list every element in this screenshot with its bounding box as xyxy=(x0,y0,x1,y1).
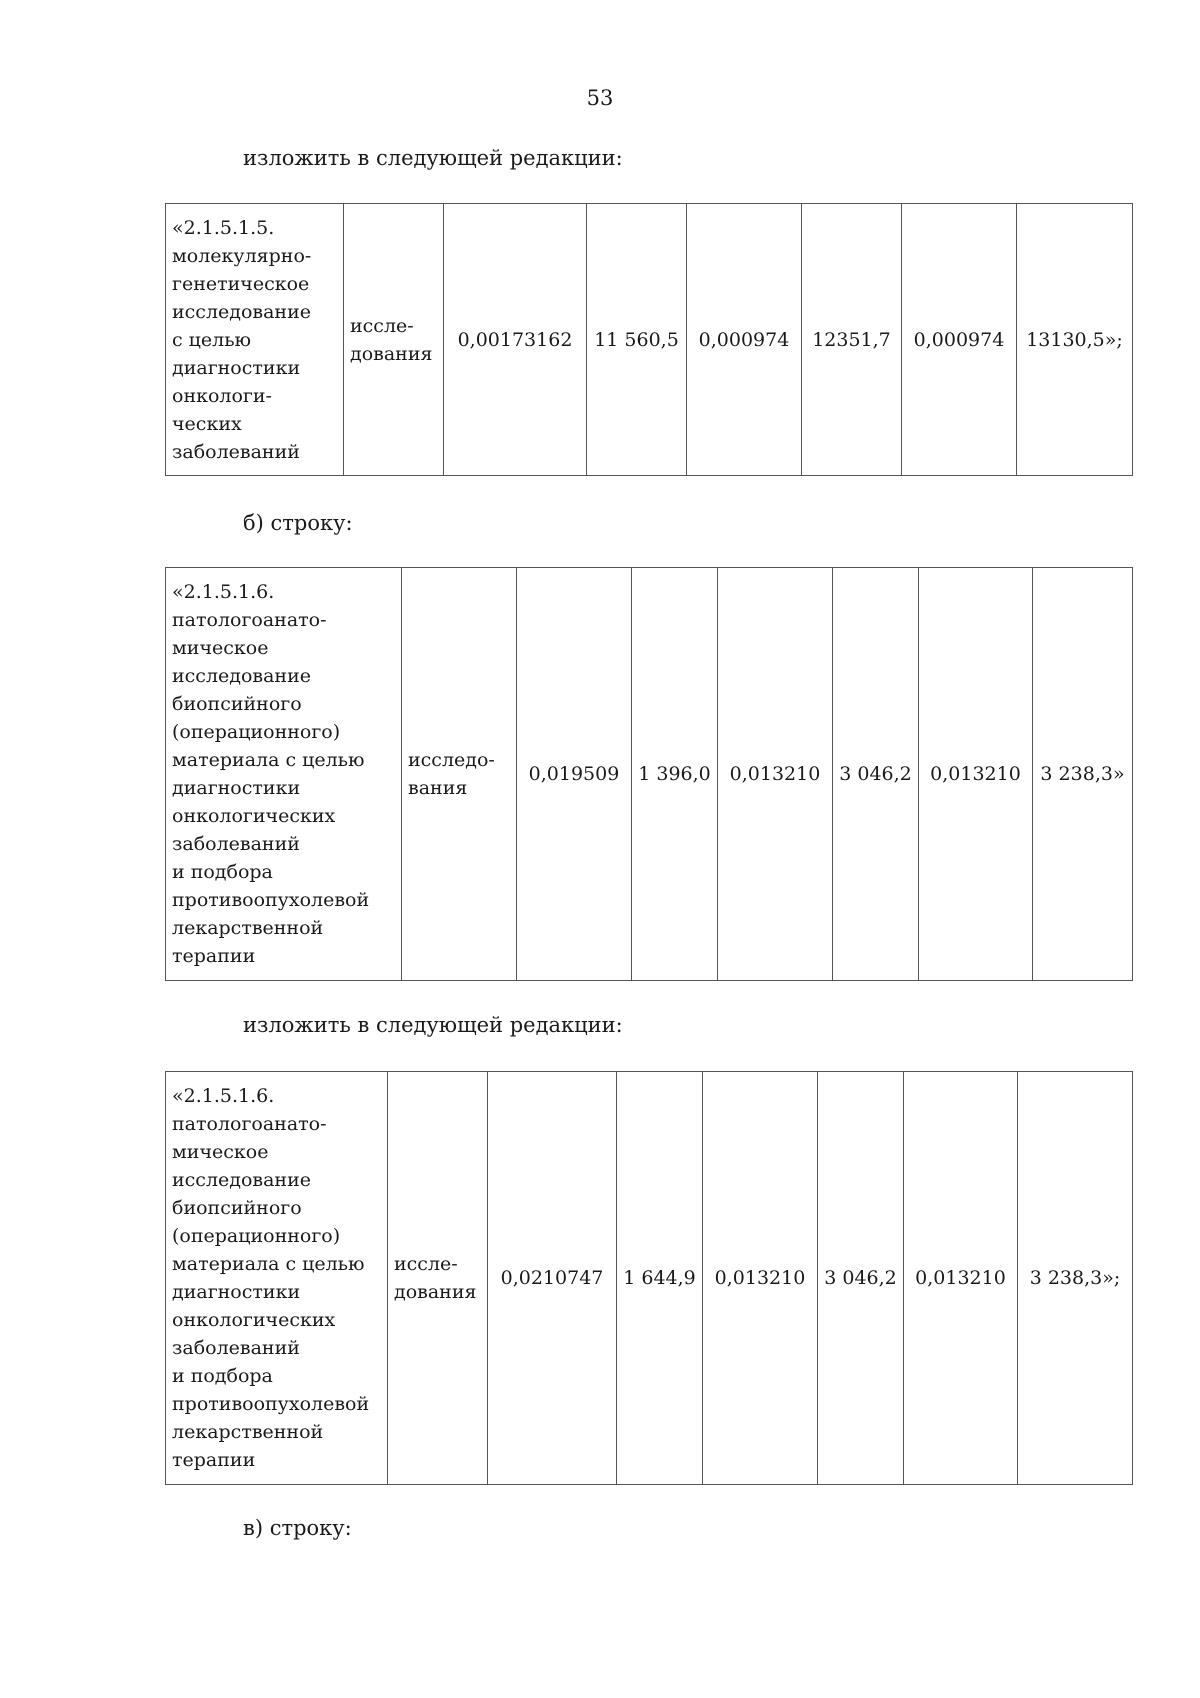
value-cell-6: 3 238,3»; xyxy=(1018,1072,1133,1485)
value-cell-4: 3 046,2 xyxy=(833,568,919,981)
value-cell-5: 0,000974 xyxy=(902,204,1017,476)
value-cell-5: 0,013210 xyxy=(919,568,1033,981)
value-cell-3: 0,013210 xyxy=(703,1072,818,1485)
value-cell-1: 0,019509 xyxy=(517,568,632,981)
table-row xyxy=(166,568,1133,981)
service-name-cell: «2.1.5.1.5. молекулярно- генетическое исследование с целью диагностики онкологи- ческих заболеваний xyxy=(166,204,344,476)
paragraph-edit-instruction-1: изложить в следующей редакции: xyxy=(243,146,623,170)
value-cell-3: 0,013210 xyxy=(718,568,833,981)
value-cell-4: 12351,7 xyxy=(802,204,902,476)
value-cell-2: 1 396,0 xyxy=(632,568,718,981)
page-number: 53 xyxy=(586,86,614,110)
paragraph-row-v: в) строку: xyxy=(243,1516,352,1540)
value-cell-2: 1 644,9 xyxy=(617,1072,703,1485)
value-cell-2: 11 560,5 xyxy=(587,204,687,476)
table-row xyxy=(166,204,1133,476)
value-cell-1: 0,00173162 xyxy=(444,204,587,476)
unit-cell: исследо- вания xyxy=(402,568,517,981)
table-row xyxy=(166,1072,1133,1485)
unit-cell: иссле- дования xyxy=(388,1072,488,1485)
service-name-cell: «2.1.5.1.6. патологоанато- мическое исследование биопсийного (операционного) материала с целью диагностики онкологических заболеваний и подбора противоопухолевой лекарственной терапии xyxy=(166,1072,388,1485)
value-cell-6: 3 238,3» xyxy=(1033,568,1133,981)
table-row-2-1-5-1-6-b xyxy=(165,567,1133,981)
table-row-2-1-5-1-6-new xyxy=(165,1071,1133,1485)
value-cell-1: 0,0210747 xyxy=(488,1072,617,1485)
value-cell-4: 3 046,2 xyxy=(818,1072,904,1485)
paragraph-row-b: б) строку: xyxy=(243,511,353,535)
paragraph-edit-instruction-2: изложить в следующей редакции: xyxy=(243,1013,623,1037)
value-cell-6: 13130,5»; xyxy=(1017,204,1133,476)
unit-cell: иссле- дования xyxy=(344,204,444,476)
service-name-cell: «2.1.5.1.6. патологоанато- мическое исследование биопсийного (операционного) материала с целью диагностики онкологических заболеваний и подбора противоопухолевой лекарственной терапии xyxy=(166,568,402,981)
value-cell-3: 0,000974 xyxy=(687,204,802,476)
table-row-2-1-5-1-5-old xyxy=(165,203,1133,476)
value-cell-5: 0,013210 xyxy=(904,1072,1018,1485)
